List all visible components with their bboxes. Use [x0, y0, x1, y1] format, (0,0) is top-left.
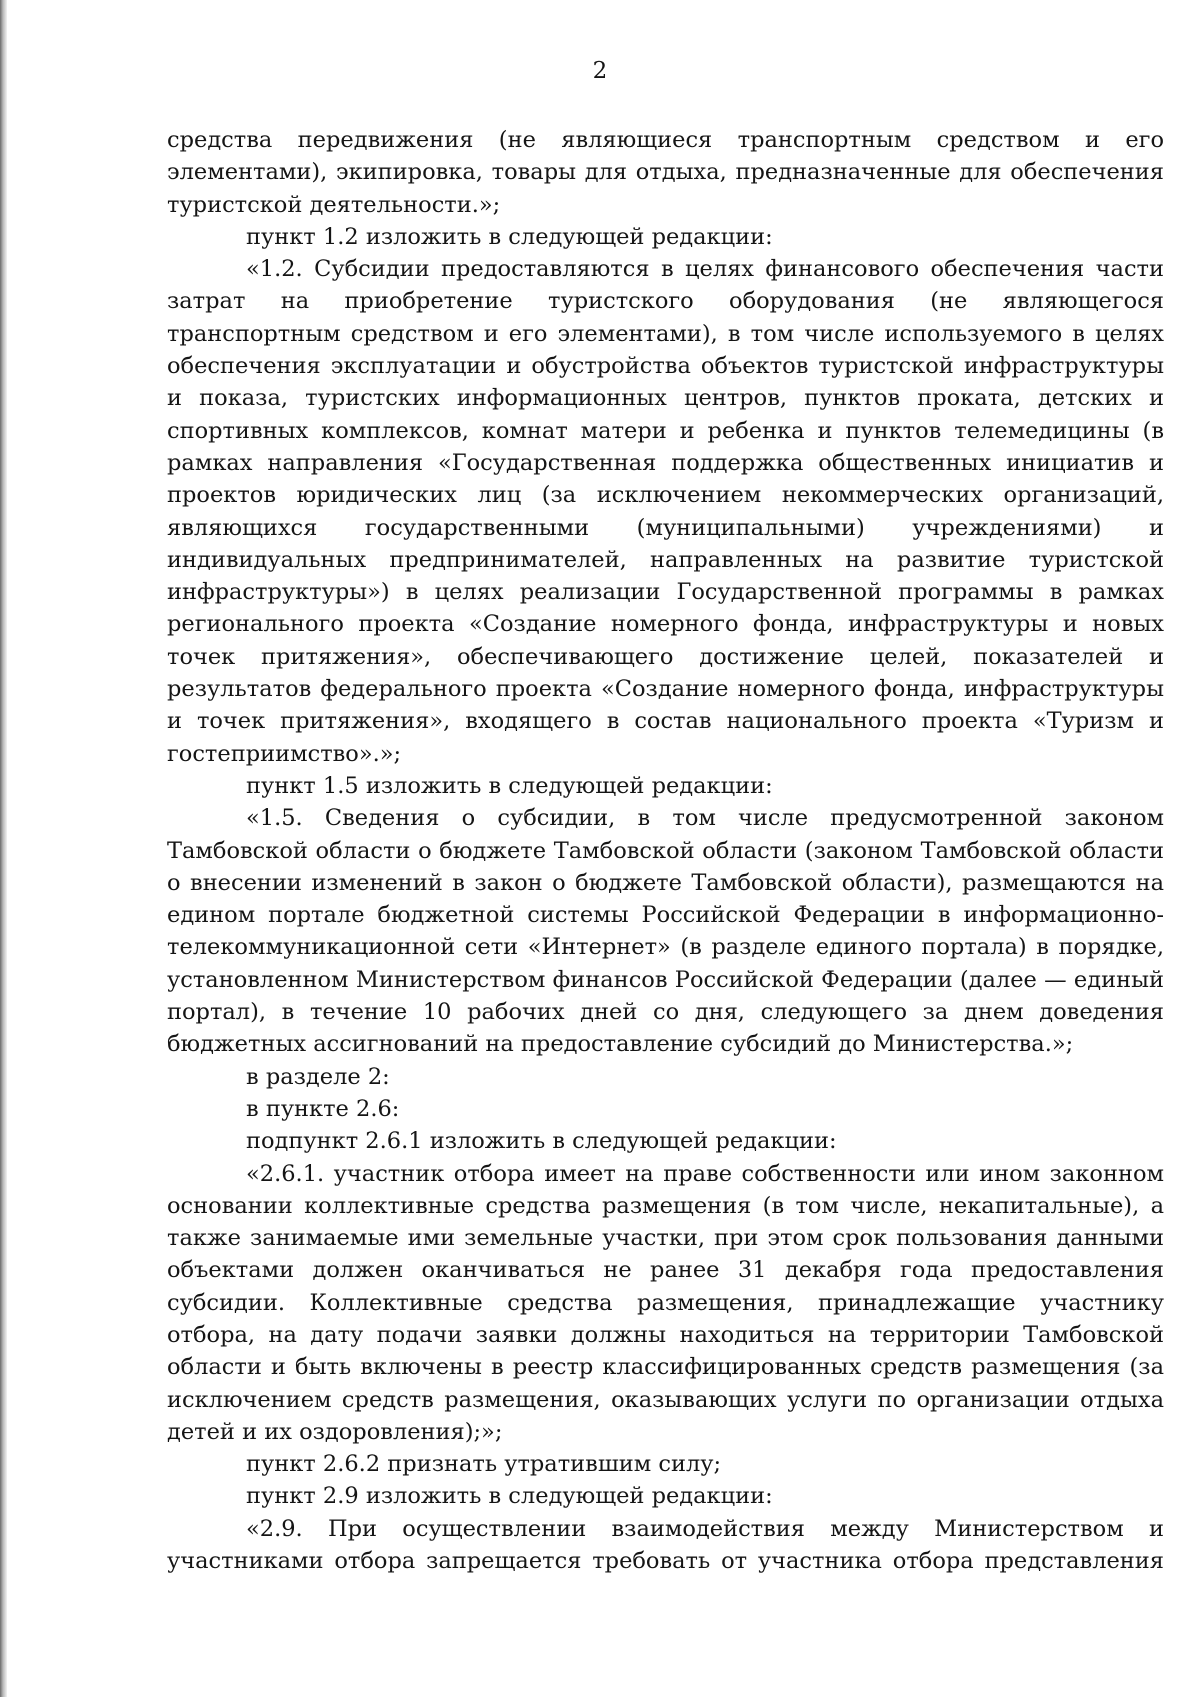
paragraph-instruction-1-2: пункт 1.2 изложить в следующей редакции: — [246, 223, 773, 250]
paragraph-instruction-2-6-1: подпункт 2.6.1 изложить в следующей редакции: — [246, 1128, 837, 1155]
paragraph-point-2-6: в пункте 2.6: — [246, 1095, 400, 1122]
paragraph-clause-2-9: «2.9. При осуществлении взаимодействия между Министерством и участниками отбора запрещается требовать от участника отбора представления — [167, 1515, 1164, 1575]
paragraph-continuation: средства передвижения (не являющиеся транспортным средством и его элементами), экипировка, товары для отдыха, предназначенные для обеспечения туристской деятельности.»; — [167, 127, 1164, 218]
paragraph-clause-2-6-1: «2.6.1. участник отбора имеет на праве собственности или ином законном основании коллективные средства размещения (в том числе, некапитальные), а также занимаемые ими земельные участки, при этом срок пользования данными объектами должен оканчиваться не ранее 31 декабря года предоставления субсидии. Коллективные средства размещения, принадлежащие участнику отбора, на дату подачи заявки должны находиться на территории Тамбовской области и быть включены в реестр классифицированных средств размещения (за исключением средств размещения, оказывающих услуги по организации отдыха детей и их оздоровления);»; — [167, 1160, 1164, 1445]
paragraph-section-2: в разделе 2: — [246, 1063, 390, 1090]
document-body — [167, 124, 1164, 1577]
paragraph-clause-1-5: «1.5. Сведения о субсидии, в том числе предусмотренной законом Тамбовской области о бюджете Тамбовской области (законом Тамбовской области о внесении изменений в закон о бюджете Тамбовской области), размещаются на едином портале бюджетной системы Российской Федерации в информационно-телекоммуникационной сети «Интернет» (в разделе единого портала) в порядке, установленном Министерством финансов Российской Федерации (далее — единый портал), в течение 10 рабочих дней со дня, следующего за днем доведения бюджетных ассигнований на предоставление субсидий до Министерства.»; — [167, 805, 1164, 1058]
paragraph-clause-1-2: «1.2. Субсидии предоставляются в целях финансового обеспечения части затрат на приобретение туристского оборудования (не являющегося транспортным средством и его элементами), в том числе используемого в целях обеспечения эксплуатации и обустройства объектов туристской инфраструктуры и показа, туристских информационных центров, пунктов проката, детских и спортивных комплексов, комнат матери и ребенка и пунктов телемедицины (в рамках направления «Государственная поддержка общественных инициатив и проектов юридических лиц (за исключением некоммерческих организаций, являющихся государственными (муниципальными) учреждениями) и индивидуальных предпринимателей, направленных на развитие туристской инфраструктуры») в целях реализации Государственной программы в рамках регионального проекта «Создание номерного фонда, инфраструктуры и новых точек притяжения», обеспечивающего достижение целей, показателей и результатов федерального проекта «Создание номерного фонда, инфраструктуры и точек притяжения», входящего в состав национального проекта «Туризм и гостеприимство».»; — [167, 256, 1164, 767]
paragraph-instruction-1-5: пункт 1.5 изложить в следующей редакции: — [246, 772, 773, 799]
paragraph-instruction-2-9: пункт 2.9 изложить в следующей редакции: — [246, 1483, 773, 1510]
paragraph-instruction-2-6-2: пункт 2.6.2 признать утратившим силу; — [246, 1451, 722, 1478]
page-number: 2 — [592, 58, 608, 84]
scan-edge-shadow — [0, 0, 7, 1697]
